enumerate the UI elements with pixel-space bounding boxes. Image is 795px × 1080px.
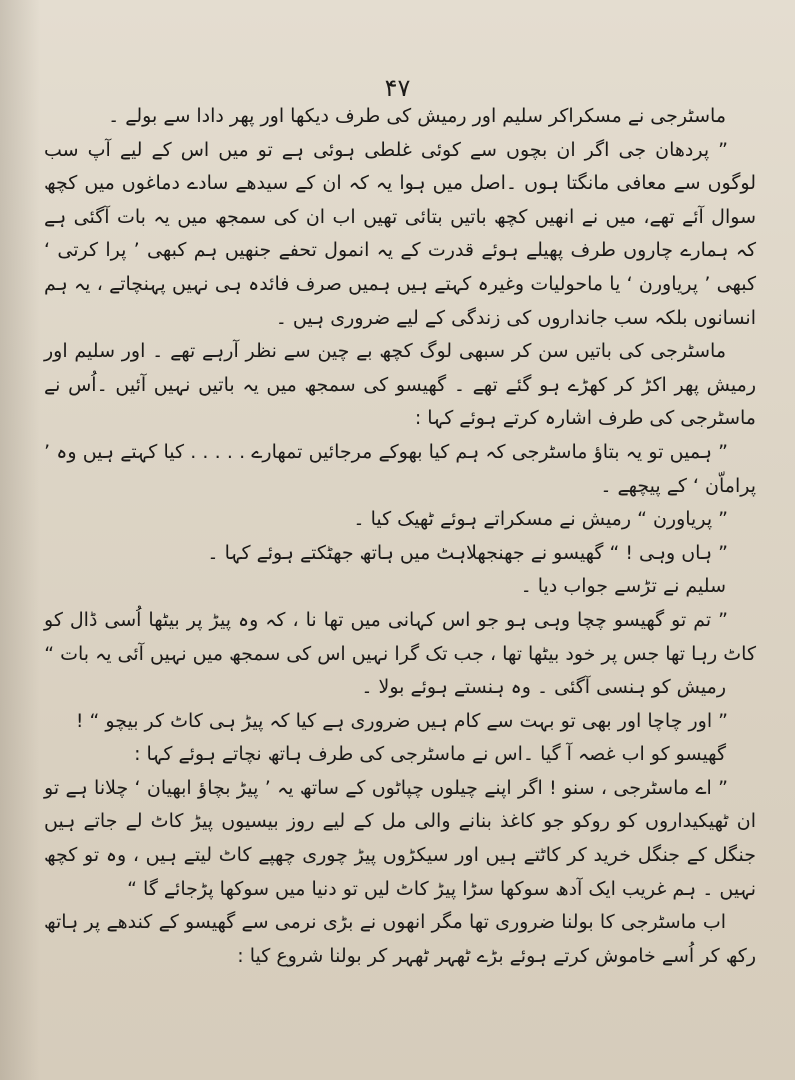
- body-text: [44, 100, 756, 973]
- paragraph-8: ” تم تو گھیسو چچا وہی ہو جو اس کہانی میں تھا نا ، کہ وہ پیڑ پر بیٹھا اُسی ڈال کو کاٹ رہا تھا جس پر خود بیٹھا تھا ، جب تک گرا نہیں اس کی سمجھ میں نہیں آئی یہ بات “: [44, 608, 756, 665]
- paragraph-7: سلیم نے تڑسے جواب دیا ۔: [520, 575, 726, 598]
- paragraph-1: ماسٹرجی نے مسکراکر سلیم اور رمیش کی طرف دیکھا اور پھر دادا سے بولے ۔: [108, 105, 726, 127]
- paragraph-6: ” ہاں وہی ! “ گھیسو نے جھنجھلاہٹ میں ہاتھ جھٹکتے ہوئے کہا ۔: [207, 541, 728, 564]
- paragraph-4: ” ہمیں تو یہ بتاؤ ماسٹرجی کہ ہم کیا بھوکے مرجائیں تمھارے . . . . . کیا کہتے ہیں وہ ’ پراماّن ‘ کے پیچھے ۔: [44, 440, 756, 497]
- paragraph-13: اب ماسٹرجی کا بولنا ضروری تھا مگر انھوں نے بڑی نرمی سے گھیسو کے کندھے پر ہاتھ رکھ کر اُسے خاموش کرتے ہوئے بڑے ٹھہر ٹھہر کر بولنا شروع کیا :: [44, 911, 756, 967]
- paragraph-5: ” پریاورن “ رمیش نے مسکراتے ہوئے ٹھیک کیا ۔: [353, 508, 728, 531]
- paragraph-11: گھیسو کو اب غصہ آ گیا ۔اس نے ماسٹرجی کی طرف ہاتھ نچاتے ہوئے کہا :: [134, 743, 726, 766]
- paragraph-9: رمیش کو ہنسی آگئی ۔ وہ ہنستے ہوئے بولا ۔: [361, 676, 726, 699]
- page-number: ۴۷: [384, 74, 411, 102]
- page-binding-shadow: [0, 0, 40, 1080]
- paragraph-3: ماسٹرجی کی باتیں سن کر سبھی لوگ کچھ بے چین سے نظر آرہے تھے ۔ اور سلیم اور رمیش پھر اکڑ کر کھڑے ہو گئے تھے ۔ گھیسو کی سمجھ میں یہ باتیں نہیں آئیں ۔اُس نے ماسٹرجی کی طرف اشارہ کرتے ہوئے کہا :: [44, 340, 756, 430]
- paragraph-10: ” اور چاچا اور بھی تو بہت سے کام ہیں ضروری ہے کیا کہ پیڑ ہی کاٹ کر بیچو “ !: [75, 709, 728, 732]
- paragraph-2: ” پردھان جی اگر ان بچوں سے کوئی غلطی ہوئی ہے تو میں اس کے لیے آپ سب لوگوں سے معافی مانگتا ہوں ۔اصل میں ہوا یہ کہ ان کے سیدھے سادے دماغوں میں کچھ سوال آئے تھے، میں نے انھیں کچھ باتیں بتائی تھیں اب ان کی سمجھ میں یہ بات آگئی ہے کہ ہمارے چاروں طرف پھیلے ہوئے قدرت کے یہ انمول تحفے جنھیں ہم کبھی ’ پرا کرتی ‘ کبھی ’ پریاورن ‘ یا ماحولیات وغیرہ کہتے ہیں ہمیں صرف فائدہ ہی نہیں پہنچاتے ، یہ ہم انسانوں بلکہ سب جانداروں کی زندگی کے لیے ضروری ہیں ۔: [44, 138, 756, 329]
- paragraph-12: ” اے ماسٹرجی ، سنو ! اگر اپنے چیلوں چپاٹوں کے ساتھ یہ ’ پیڑ بچاؤ ابھیان ‘ چلانا ہے تو ان ٹھیکیداروں کو روکو جو کاغذ بنانے والی مل کے لیے روز بیسیوں پیڑ کاٹ لے جاتے ہیں جنگل کے جنگل خرید کر کاٹتے ہیں اور سیکڑوں پیڑ چوری چھپے کاٹ لیتے ہیں ، وہ تو کچھ نہیں ۔ ہم غریب ایک آدھ سوکھا سڑا پیڑ کاٹ لیں تو دنیا میں سوکھا پڑجائے گا “: [44, 776, 756, 900]
